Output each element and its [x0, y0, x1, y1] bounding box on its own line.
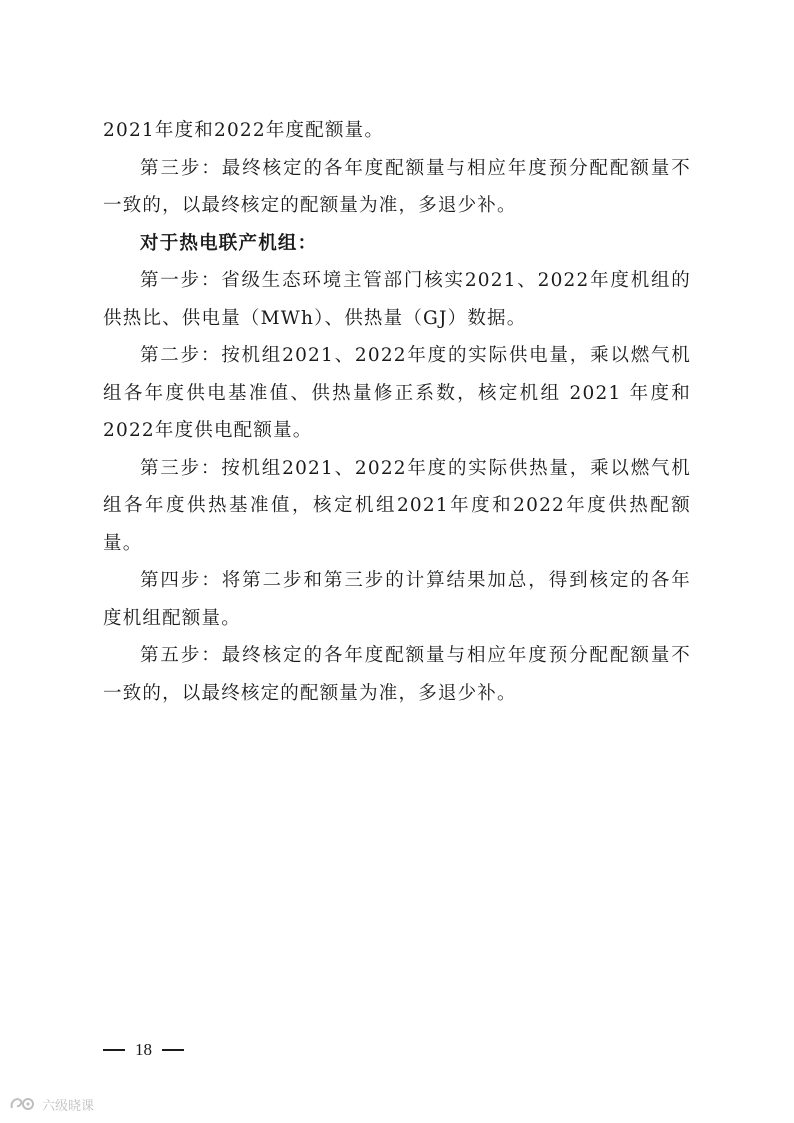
page-footer	[103, 1040, 184, 1060]
page-number: 18	[135, 1040, 152, 1059]
watermark	[8, 1094, 94, 1114]
paragraph-step-three: 第三步：最终核定的各年度配额量与相应年度预分配配额量不一致的，以最终核定的配额量为准，多退少补。	[103, 157, 691, 216]
paragraph-chp-step-1: 第一步：省级生态环境主管部门核实2021、2022年度机组的供热比、供电量（MWh）、供热量（GJ）数据。	[103, 270, 691, 329]
watermark-text: 六级晓课	[42, 1098, 95, 1114]
document-body	[103, 112, 691, 712]
paragraph-chp-step-3: 第三步：按机组2021、2022年度的实际供热量，乘以燃气机组各年度供热基准值，核定机组2021年度和2022年度供热配额量。	[103, 457, 691, 554]
footer-dash-right	[162, 1049, 184, 1051]
paragraph-chp-step-2: 第二步：按机组2021、2022年度的实际供电量，乘以燃气机组各年度供电基准值、供热量修正系数，核定机组 2021 年度和 2022年度供电配额量。	[103, 345, 691, 441]
logo-swirl-icon	[8, 1094, 38, 1114]
paragraph-continuation: 2021年度和2022年度配额量。	[103, 120, 385, 141]
section-heading: 对于热电联产机组：	[140, 232, 318, 254]
paragraph-chp-step-5: 第五步：最终核定的各年度配额量与相应年度预分配配额量不一致的，以最终核定的配额量为准，多退少补。	[103, 645, 691, 704]
footer-dash-left	[103, 1049, 125, 1051]
paragraph-chp-step-4: 第四步：将第二步和第三步的计算结果加总，得到核定的各年度机组配额量。	[103, 570, 691, 629]
